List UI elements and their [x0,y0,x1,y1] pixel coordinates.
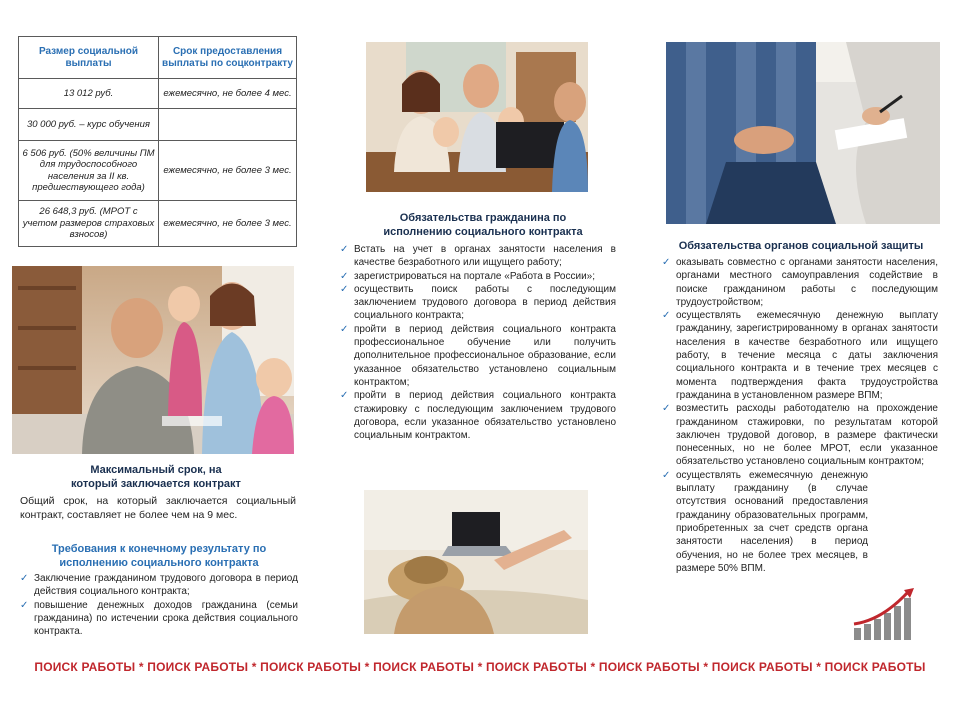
social-payment-table [18,36,297,247]
table-cell-term: ежемесячно, не более 3 мес. [159,201,297,247]
list-item [662,256,938,309]
table-row [19,141,297,201]
check-icon: ✓ [340,270,349,282]
family-photo [12,266,294,454]
list-item-text: Встать на учет в органах занятости населения в качестве безработного или ищущего работу; [354,244,616,269]
list-item [662,402,938,468]
table-header-amount: Размер социальной выплаты [19,37,159,79]
social-protection-obligations-list [662,256,938,575]
list-item [340,243,616,270]
job-search-banner: ПОИСК РАБОТЫ * ПОИСК РАБОТЫ * ПОИСК РАБОТЫ * ПОИСК РАБОТЫ * ПОИСК РАБОТЫ * ПОИСК РАБОТЫ * ПОИСК РАБОТЫ * ПОИСК РАБОТЫ [34,660,926,674]
list-item-text: оказывать совместно с органами занятости населения, органами местного самоуправления содействие в поиске гражданином работы с последующим трудоустройством; [676,257,938,308]
list-item [20,572,298,599]
list-item-text: пройти в период действия социального контракта профессиональное обучение или получить дополнительное профессиональное образование, если указанное обязательство установлено социальным контрактом; [354,323,616,388]
check-icon: ✓ [340,390,349,402]
table-cell-amount: 30 000 руб. – курс обучения [19,109,159,141]
family-laptop-illustration [366,42,588,192]
check-icon: ✓ [662,469,671,481]
table-header-row [19,37,297,79]
beach-laptop-illustration [364,490,588,634]
citizen-obligations-heading: Обязательства гражданина по исполнению социального контракта [383,212,583,238]
max-term-text: Общий срок, на который заключается социальный контракт, составляет не более чем на 9 мес. [20,495,296,522]
family-photo-illustration [12,266,294,454]
max-term-heading: Максимальный срок, на который заключается контракт [71,464,241,490]
list-item [340,270,616,283]
list-item-text: повышение денежных доходов гражданина (семьи гражданина) по истечении срока действия социального контракта. [34,599,298,638]
table-cell-amount: 6 506 руб. (50% величины ПМ для трудоспособного населения за II кв. предшествующего года) [19,141,159,201]
social-protection-obligations-heading: Обязательства органов социальной защиты [678,240,924,252]
check-icon: ✓ [340,283,349,295]
check-icon: ✓ [20,573,29,584]
table-cell-term: ежемесячно, не более 4 мес. [159,79,297,109]
beach-laptop-photo [364,490,588,634]
growth-chart-icon [852,586,914,642]
citizen-obligations-list [340,243,616,442]
table-cell-term [159,109,297,141]
requirements-list [20,572,298,638]
check-icon: ✓ [340,323,349,335]
list-item [662,309,938,402]
list-item-text: осуществлять ежемесячную денежную выплату гражданину (в случае отсутствия оснований предоставления гражданину образовательных программ, приобретенных за счет средств органа занятости населения) в период обучения, но не более трех месяцев, в размере 50% ВПМ. [676,469,868,574]
table-header-term: Срок предоставления выплаты по соцконтракту [159,37,297,79]
consultation-illustration [666,42,940,224]
list-item [340,323,616,389]
table-cell-term: ежемесячно, не более 3 мес. [159,141,297,201]
table-cell-amount: 26 648,3 руб. (МРОТ с учетом размеров страховых взносов) [19,201,159,247]
list-item [340,283,616,323]
check-icon: ✓ [662,403,671,415]
list-item-text: осуществлять ежемесячную денежную выплату гражданину, зарегистрированному в органах занятости населения в качестве безработного или ищущего работу, в течение месяца с даты заключения социального контракта и в течение трех месяцев с момента подтверждения факта трудоустройства гражданина в установленном размере ВПМ; [676,310,938,401]
table-cell-amount: 13 012 руб. [19,79,159,109]
list-item [340,389,616,442]
list-item-text: возместить расходы работодателю на прохождение гражданином стажировки, по результатам которой заключен трудовой договор, в размере фактически понесенных, но не более МРОТ, если указанное обязательство установлено социальным контрактом; [676,403,938,468]
list-item [20,599,298,639]
list-item [662,469,938,575]
requirements-heading: Требования к конечному результату по исполнению социального контракта [51,543,267,569]
table-row [19,201,297,247]
list-item-text: зарегистрироваться на портале «Работа в России»; [354,270,595,282]
check-icon: ✓ [662,257,671,268]
check-icon: ✓ [20,599,29,611]
consultation-photo [666,42,940,224]
list-item-text: пройти в период действия социального контракта стажировку с последующим заключением трудового договора, если указанное обязательство установлено социальным контрактом. [354,390,616,442]
list-item-text: осуществить поиск работы с последующим заключением трудового договора в период действия социального контракта; [354,283,616,322]
list-item-text: Заключение гражданином трудового договора в период действия социального контракта; [34,573,298,598]
table-row [19,79,297,109]
check-icon: ✓ [340,244,349,255]
check-icon: ✓ [662,310,671,322]
family-laptop-photo [366,42,588,192]
table-row [19,109,297,141]
